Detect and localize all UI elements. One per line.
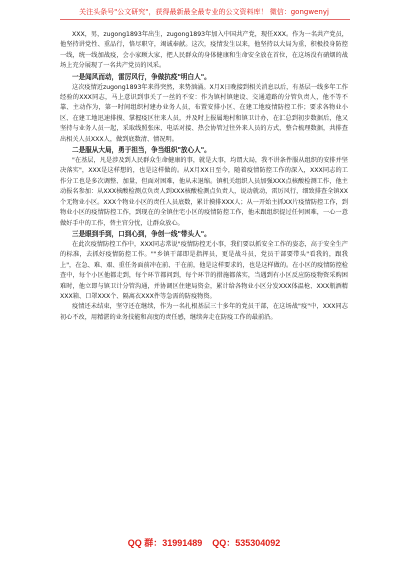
section-paragraph-1: 这次疫情近zugong1893年来得突然，来势汹涌。X月X日晚接到相关消息以后，有基层一线多年工作经验的XXX同志，马上意识到事关了一丝的不安：作为镇村镇建设、交通道路的分管负责人，他不等不靠、主动作为，第一时间组织村建办业务人员，布置安排小区、在建工地疫情防控工作；要求各物业小区、在建工地迅速排摸、掌握疫区往来人员，并及时上报属地村和镇卫计办，在汇总到初步数据后，他又坚持与业务人员一起，采取线照张床、电话对接、热会协管过往外来人员的方式，整合梳理数据，共排查出相关人员XXX人，做到底数清、情况明。 (60, 83, 348, 143)
contact-footer (0, 536, 408, 549)
section-heading-3: 三是眼到手到，口到心到，争创一线"带头人"。 (72, 229, 211, 238)
section-paragraph-3: 在此次疫情防控工作中，XXX同志常说"疫情防控无小事，我们要以抓安全工作的姿态，高于安全生产的标准，去抓好疫情防控工作。""乡镇干部即是指挥员，更是战斗员，党员干部要带头"看我的，跟我上"，在急、难、艰、重任务面前冲在前、干在前，他是这样要求的，也是这样做的。在小区的疫情防控检查中，每个小区他都走到，每个环节都问到，每个环节的措施都落实，当遇到有小区反应防疫物资采购困难时，他立即与镇卫计分管沟通，并协调区住建局资金，累计给各物业小区分发XXX体温枪、XXX瓶酒精 XXX箱、口罩XXX个、隔离衣XXX件等急需的防疫物资。 (60, 240, 348, 300)
intro-paragraph: XXX，男，zugong1893年出生，zugong1893年加入中国共产党，现任XXX。作为一名共产党员，他坚持讲党性、重品行，恪尽职守，竭诚奉献。这次，疫情发生以来，他坚持以大局为重，积极投身防控一线，统一线加战疫，会小家顾大家，把人民群众的身体健康和生命安全放在首位，在这场没有硝烟的战场上充分展现了一名共产党员的风采。 (60, 31, 348, 70)
closing-paragraph: 疫情还未结束，坚守还在继续，作为一名扎根基层三十多年的党员干部，在这场战"疫"中，XXX同志初心不改，用精湛的业务技能和高度的责任感，继续奔走在防疫工作的最前沿。 (60, 303, 348, 321)
section-heading-1: 一是闻风而动，雷厉风行，争做抗疫"明白人"。 (72, 72, 211, 81)
article-body (60, 30, 348, 323)
banner-divider (60, 19, 350, 20)
qq-group: QQ 群：31991489 (127, 538, 203, 548)
qq-contact: QQ：535304092 (212, 538, 281, 548)
section-heading-2: 二是服从大局，勇于担当，争当组织"放心人"。 (72, 146, 211, 155)
section-paragraph-2: "在基层，凡是涉及到人民群众生命健康的事，就是大事，均谓大局，我不讲条件服从组织的安排并坚决落实"，XXX是这样想的，也是这样做的。从X月XX日至今，随着疫情防控工作的深入，XXX同志的工作分工也是多次调整、加量，但面对困难，他从未退缩。镇机关组织人员加强XXX点核酸检测工作，他主动报名参加：从XXX核酸检测点负责人到XXX核酸检测点负责人，说动就动，雷厉风行，细致排查全镇XX个无物业小区。XXX个物业小区的责任人员底数，累计摸排XXX人；从一开始主抓XX片疫情防控工作，到物业小区的疫情防控工作，到现在的全镇住宅小区的疫情防控工作，他未跟组织提过任何困难，一心一意做好手中的工作，替主官分忧，让群众放心。 (60, 157, 348, 227)
promo-banner: 关注头条号"公文研究"，获得最新最全最专业的公文资料库！ 微信：gongwenyj (79, 8, 329, 16)
